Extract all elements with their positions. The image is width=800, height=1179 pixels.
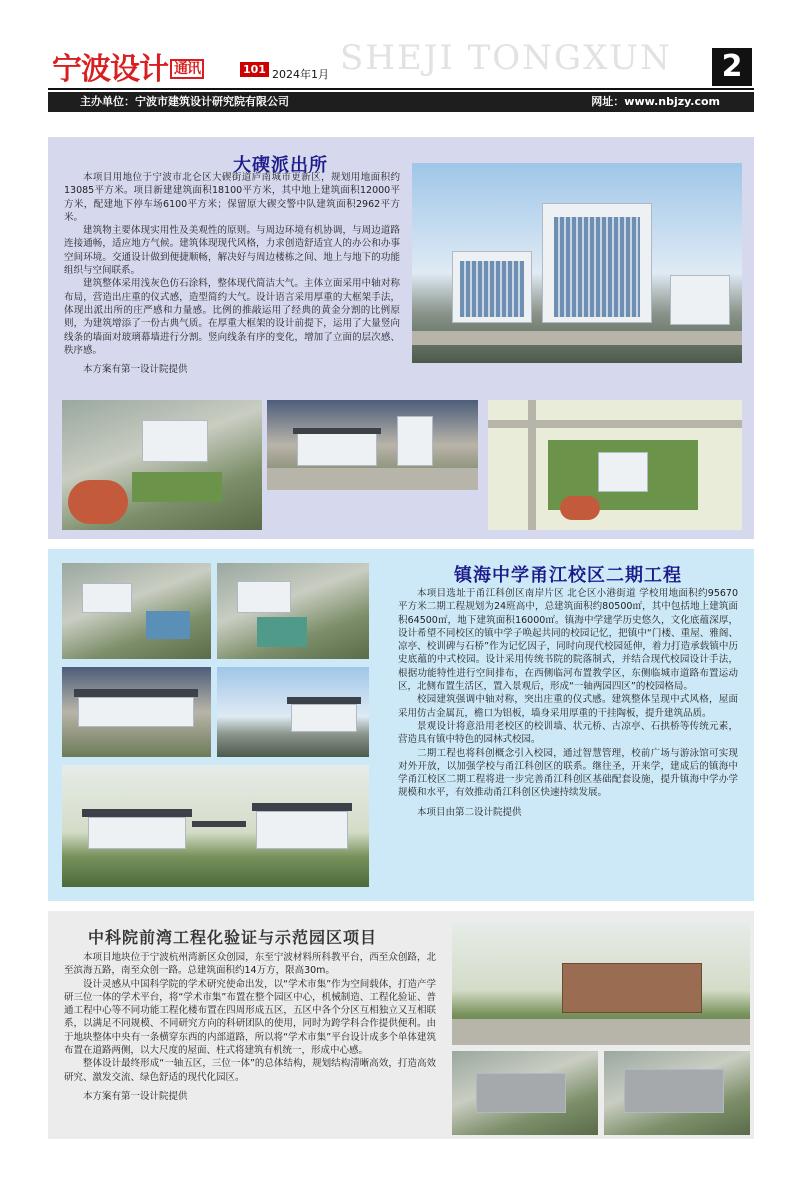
paragraph: 二期工程也将科创概念引入校园，通过智慧管理，校前广场与游泳馆可实现对外开放，以加强学校与甬江科创区的联系。继往圣，开来学，建成后的镇海中学甬江校区二期工程将进一步完善甬江科创区基础配套设施，提升镇海中学办学规模和水平，有效推动甬江科创区快速持续发展。 (398, 747, 738, 799)
logo-small-text: 通讯 (170, 59, 204, 79)
project-credit: 本方案有第一设计院提供 (83, 364, 188, 376)
project-title: 镇海中学甬江校区二期工程 (454, 565, 682, 586)
project-panel-police-station (48, 137, 754, 539)
paragraph: 本项目选址于甬江科创区南岸片区 北仑区小港街道 学校用地面积约95670平方米二期工程规划为24班高中，总建筑面积约80500㎡，其中包括地上建筑面积64500㎡，地下建筑面积16000㎡。镇海中学建学历史悠久，文化底蕴深厚，设计希望不同校区的镇中学子唤起共同的校园记忆，把镇中“门楼、重屋、雅阁、凉亭、校训碑与石桥”作为记忆因子，同时向现代校园延伸，着力打造承载镇中历史底蕴的中式校园。设计采用传统书院的院落制式，并结合现代校园设计手法，根据功能特性进行空间排布，在西侧临河布置教学区，东侧临城市道路布置运动区，北侧布置生活区，置入景观后，形成“一轴两园四区”的校园格局。 (398, 588, 738, 693)
rendering-image-aerial (62, 400, 262, 530)
project-title: 大碶派出所 (233, 155, 328, 176)
project-panel-cas-park (48, 911, 754, 1139)
project-credit: 本项目由第二设计院提供 (417, 806, 522, 818)
logo-text: 宁波设计 (52, 52, 168, 87)
paragraph: 建筑整体采用浅灰色仿石涂料，整体现代简洁大气。主体立面采用中轴对称布局，营造出庄重的仪式感，造型简约大气。设计语言采用厚重的大框架手法，体现出派出所的庄严感和力量感。比例的推敲运用了经典的黄金分割的比例原则，为建筑增添了一份古典气质。在厚重大框架的设计前提下，运用了大量竖向线条的墙面对玻璃幕墙进行分割。竖向线条有序的变化，增加了立面的层次感、秩序感。 (64, 278, 400, 356)
paragraph: 景观设计将意沿用老校区的校训墙、状元桥、古凉亭、石拱桥等传统元素，营造具有镇中特色的园林式校园。 (398, 720, 738, 746)
watermark-text: SHEJI TONGXUN (340, 38, 672, 78)
campus-courtyard-image (62, 667, 211, 757)
paragraph: 整体设计最终形成“一轴五区，三位一体”的总体结构，规划结构清晰高效，打造高效研究、激发交流、绿色舒适的现代化园区。 (64, 1058, 436, 1083)
info-bar (48, 92, 754, 112)
site-plan-image (488, 400, 742, 530)
paragraph: 本项目地块位于宁波杭州湾新区众创园，东至宁波材料所科教平台，西至众创路，北至滨海五路，南至众创一路。总建筑面积约14万方，限高30m。 (64, 952, 436, 977)
divider (48, 88, 754, 90)
sponsor-text: 主办单位：宁波市建筑设计研究院有限公司 (80, 95, 289, 108)
rendering-image-main (412, 163, 742, 363)
campus-aerial-image-2 (217, 563, 369, 659)
page-number: 2 (712, 48, 752, 86)
website-link[interactable]: 网址：www.nbjzy.com (591, 95, 720, 108)
campus-main-rendering (62, 765, 369, 887)
paragraph: 建筑物主要体现实用性及美观性的原则。与周边环境有机协调，与周边道路连接通畅，适应地方气候。建筑体现现代风格，力求创造舒适宜人的办公和办事空间环境。交通设计做到便捷顺畅，解决好与周边楼栋之间、地上与地下的功能组织与空间联系。 (64, 225, 400, 277)
paragraph: 校园建筑强调中轴对称，突出庄重的仪式感。建筑整体呈现中式风格，屋面采用仿古金属瓦，檐口为铝板，墙身采用厚重的干挂陶板，提升建筑品质。 (398, 694, 738, 719)
issue-date: 2024年1月 (272, 68, 329, 81)
project-credit: 本方案有第一设计院提供 (83, 1090, 188, 1102)
project-body (398, 587, 738, 819)
park-aerial-image-1 (452, 1051, 598, 1135)
masthead (0, 0, 800, 120)
park-street-rendering (452, 923, 750, 1045)
park-aerial-image-2 (604, 1051, 750, 1135)
project-body (64, 171, 400, 376)
project-title: 中科院前湾工程化验证与示范园区项目 (88, 928, 378, 947)
paragraph: 设计灵感从中国科学院的学术研究使命出发，以“学术市集”作为空间载体，打造产学研三位一体的学术平台，将“学术市集”布置在整个园区中心，机械制造、工程化验证、普通工程中心等不同功能工程化楼布置在四周形成五区，五区中各个分区互相独立又互相联系，以满足不同规模、不同研究方向的科研团队的使用，同时为跨学科合作提供便利。由于地块整体中央有一条横穿东西的内部道路，所以将“学术市集”平台设计成多个单体建筑布置在道路两侧，以大尺度的屋面、柱式将建筑有机统一，形成中心感。 (64, 978, 436, 1057)
publication-logo (52, 44, 204, 88)
project-panel-zhenhai-school (48, 549, 754, 901)
issue-badge: 101 (240, 62, 269, 77)
campus-aerial-image-1 (62, 563, 211, 659)
project-body (64, 951, 436, 1103)
rendering-image-entrance (267, 400, 478, 490)
paragraph: 本项目用地位于宁波市北仑区大碶街道庐南城市更新区，规划用地面积约13085平方米。项目新建建筑面积18100平方米，其中地上建筑面积12000平方米，配建地下停车场6100平方米；保留原大碶交警中队建筑面积2962平方米。 (64, 172, 400, 223)
campus-gate-image (217, 667, 369, 757)
